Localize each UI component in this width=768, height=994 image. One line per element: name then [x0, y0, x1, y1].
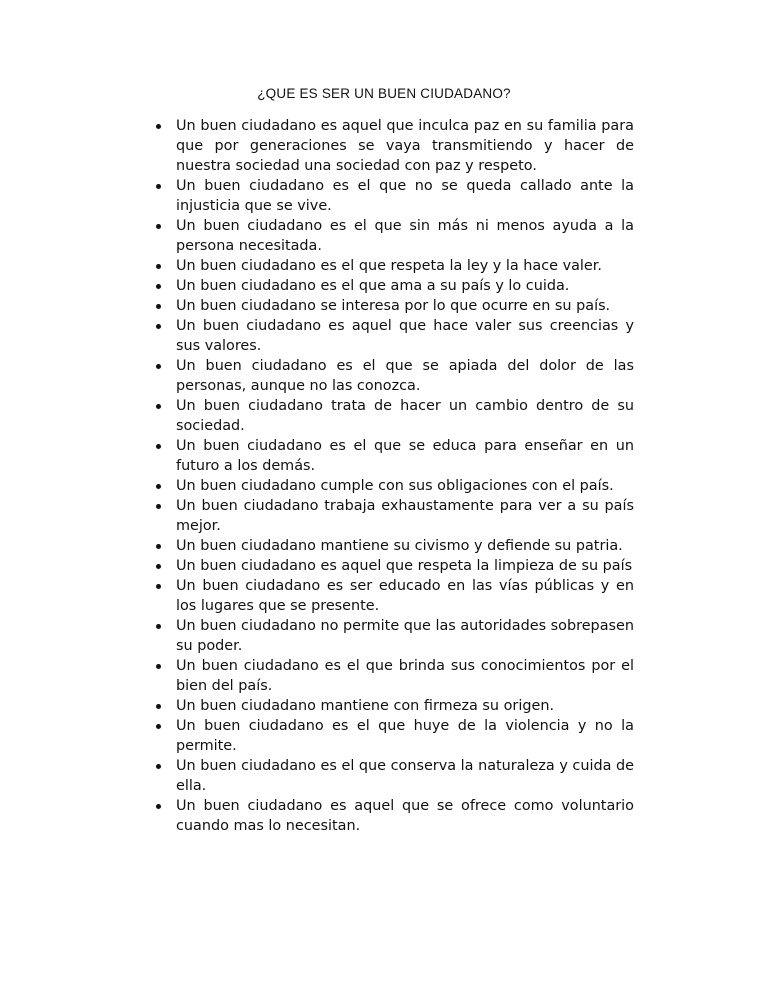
bullet-icon: [156, 324, 161, 329]
list-item: [156, 176, 634, 216]
bullet-icon: [156, 804, 161, 809]
bullet-icon: [156, 704, 161, 709]
bullet-icon: [156, 764, 161, 769]
list-item: [156, 396, 634, 436]
list-item: [156, 276, 634, 296]
list-item-text: Un buen ciudadano es aquel que respeta la limpieza de su país: [176, 558, 633, 574]
list-item: [156, 716, 634, 756]
list-item-text: Un buen ciudadano es el que se apiada del dolor de las personas, aunque no las conozca.: [176, 358, 634, 394]
bullet-icon: [156, 484, 161, 489]
bullet-icon: [156, 724, 161, 729]
bullet-icon: [156, 184, 161, 189]
bullet-icon: [156, 304, 161, 309]
list-item-text: Un buen ciudadano mantiene con firmeza su origen.: [176, 698, 555, 714]
list-item-text: Un buen ciudadano es el que huye de la violencia y no la permite.: [176, 718, 634, 754]
list-item: [156, 216, 634, 256]
list-item-text: Un buen ciudadano es aquel que hace valer sus creencias y sus valores.: [176, 318, 634, 354]
list-item: [156, 656, 634, 696]
bullet-icon: [156, 544, 161, 549]
bullet-icon: [156, 624, 161, 629]
list-item-text: Un buen ciudadano es ser educado en las vías públicas y en los lugares que se presente.: [176, 578, 634, 614]
list-item: [156, 476, 634, 496]
bullet-icon: [156, 664, 161, 669]
list-item-text: Un buen ciudadano se interesa por lo que ocurre en su país.: [176, 298, 611, 314]
list-item-text: Un buen ciudadano es el que brinda sus conocimientos por el bien del país.: [176, 658, 634, 694]
bullet-icon: [156, 264, 161, 269]
list-item-text: Un buen ciudadano es el que se educa para enseñar en un futuro a los demás.: [176, 438, 634, 474]
list-item: [156, 556, 634, 576]
bullet-icon: [156, 224, 161, 229]
list-item-text: Un buen ciudadano es el que sin más ni menos ayuda a la persona necesitada.: [176, 218, 634, 254]
list-item-text: Un buen ciudadano no permite que las autoridades sobrepasen su poder.: [176, 618, 634, 654]
list-item: [156, 436, 634, 476]
list-item: [156, 116, 634, 176]
list-item-text: Un buen ciudadano es aquel que inculca paz en su familia para que por generaciones se vaya transmitiendo y hacer de nuestra sociedad una sociedad con paz y respeto.: [176, 118, 634, 174]
list-item: [156, 296, 634, 316]
list-item: [156, 496, 634, 536]
list-item-text: Un buen ciudadano es el que respeta la ley y la hace valer.: [176, 258, 602, 274]
bullet-icon: [156, 444, 161, 449]
list-item: [156, 356, 634, 396]
list-item: [156, 756, 634, 796]
list-item-text: Un buen ciudadano cumple con sus obligaciones con el país.: [176, 478, 614, 494]
list-item: [156, 696, 634, 716]
list-item: [156, 616, 634, 656]
list-item: [156, 576, 634, 616]
list-item: [156, 256, 634, 276]
list-item-text: Un buen ciudadano es el que no se queda callado ante la injusticia que se vive.: [176, 178, 634, 214]
list-item: [156, 316, 634, 356]
list-item: [156, 796, 634, 836]
bullet-icon: [156, 124, 161, 129]
list-item-text: Un buen ciudadano es aquel que se ofrece como voluntario cuando mas lo necesitan.: [176, 798, 634, 834]
bullet-icon: [156, 584, 161, 589]
bullet-list: [156, 116, 634, 836]
page-title: ¿QUE ES SER UN BUEN CIUDADANO?: [257, 86, 511, 101]
bullet-icon: [156, 564, 161, 569]
bullet-icon: [156, 364, 161, 369]
list-item-text: Un buen ciudadano trabaja exhaustamente para ver a su país mejor.: [176, 498, 634, 534]
bullet-icon: [156, 504, 161, 509]
bullet-icon: [156, 284, 161, 289]
list-item-text: Un buen ciudadano es el que ama a su país y lo cuida.: [176, 278, 570, 294]
list-item-text: Un buen ciudadano es el que conserva la naturaleza y cuida de ella.: [176, 758, 634, 794]
list-item-text: Un buen ciudadano mantiene su civismo y defiende su patria.: [176, 538, 623, 554]
bullet-icon: [156, 404, 161, 409]
list-item: [156, 536, 634, 556]
list-item-text: Un buen ciudadano trata de hacer un cambio dentro de su sociedad.: [176, 398, 634, 434]
